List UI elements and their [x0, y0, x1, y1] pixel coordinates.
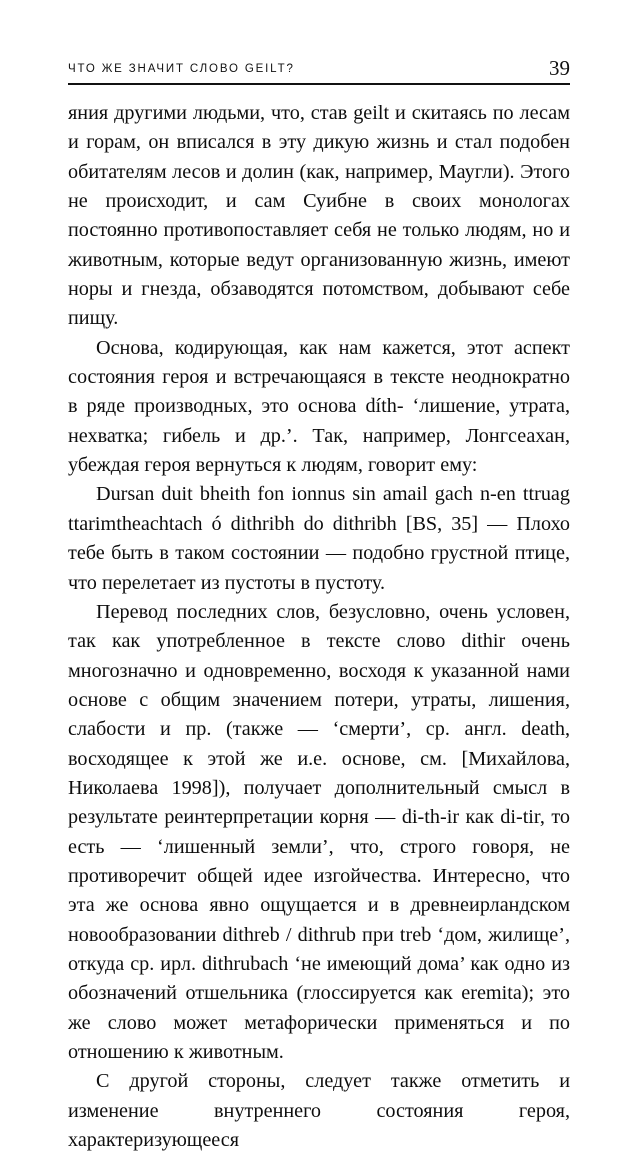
text-block: [68, 99, 570, 1155]
paragraph-osnova: Основа, кодирующая, как нам кажется, этот аспект состояния героя и встречающаяся в тексте неоднократно в ряде производных, это основа díth- ‘лишение, утрата, нехватка; гибель и др.’. Так, например, Лонгсеахан, убеждая героя вернуться к людям, говорит ему:: [68, 336, 570, 477]
page-number: 39: [549, 56, 570, 80]
running-head-title: ЧТО ЖЕ ЗНАЧИТ СЛОВО GEILT?: [68, 63, 295, 75]
paragraph-perevod: Перевод последних слов, безусловно, очень условен, так как употребленное в тексте слово dithir очень многозначно и одновременно, восходя к указанной нами основе с общим значением потери, утраты, лишения, слабости и пр. (также — ‘смерти’, ср. англ. death, восходящее к этой же и.е. основе, см. [Михайлова, Николаева 1998]), получает дополнительный смысл в результате реинтерпретации корня — di-th-ir как di-tir, то есть — ‘лишенный земли’, что, строго говоря, не противоречит общей идее изгойчества. Интересно, что эта же основа явно ощущается и в древнеирландском новообразовании dithreb / dithrub при treb ‘дом, жилище’, откуда ср. ирл. dithrubach ‘не имеющий дома’ как одно из обозначений отшельника (глоссируется как eremita); это же слово может метафорически применяться и по отношению к животным.: [68, 600, 570, 1063]
header-rule: [68, 83, 570, 85]
paragraph-continued: яния другими людьми, что, став geilt и скитаясь по лесам и горам, он вписался в эту дикую жизнь и стал подобен обитателям лесов и долин (как, например, Маугли). Этого не происходит, и сам Суибне в своих монологах постоянно противопоставляет себя не только людям, но и животным, которые ведут организованную жизнь, имеют норы и гнезда, обзаводятся потомством, добывают себе пищу.: [68, 102, 570, 330]
block-quotation-irish: Dursan duit bheith fon ionnus sin amail gach n-en ttruag ttarimtheachtach ó dithribh do dithribh [BS, 35] — Плохо тебе быть в таком состоянии — подобно грустной птице, что перелетает из пустоты в пустоту.: [68, 483, 570, 594]
paragraph-truncated: С другой стороны, следует также отметить и изменение внутреннего состояния героя, характеризующееся: [68, 1070, 570, 1152]
running-head: [68, 55, 570, 80]
